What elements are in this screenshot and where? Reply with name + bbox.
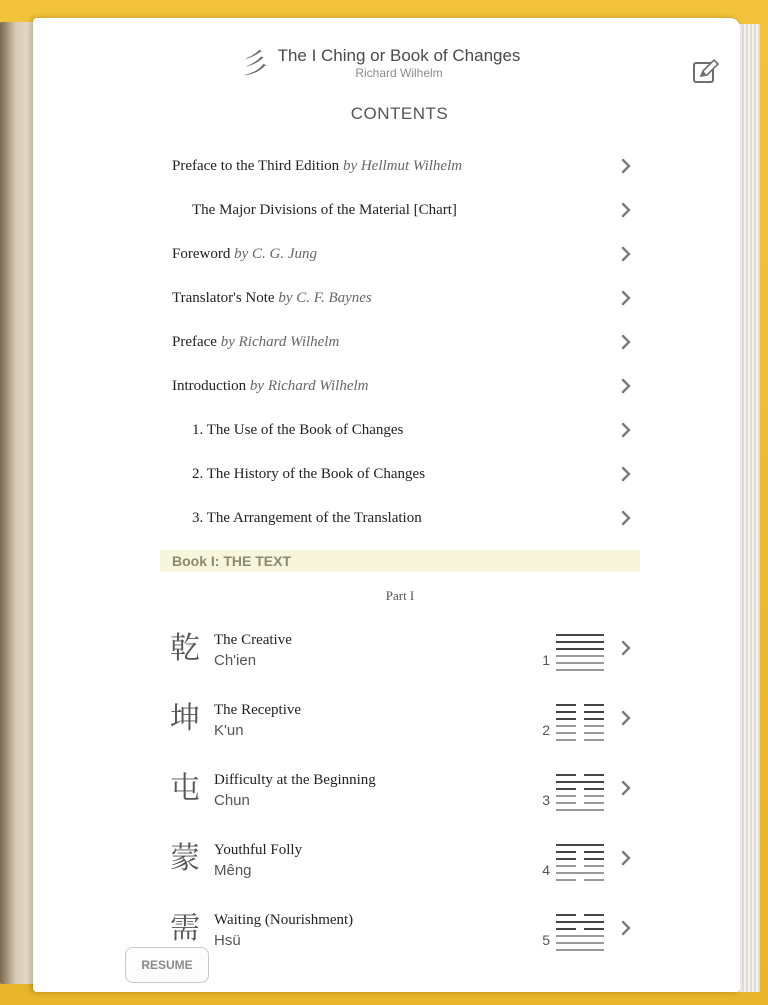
- toc-title: The Major Divisions of the Material [Chart]: [192, 202, 457, 218]
- hexagram-character: 乾: [170, 631, 200, 666]
- hexagram-line: [556, 921, 604, 923]
- hexagram-line: [556, 774, 576, 776]
- hexagram-row[interactable]: [160, 685, 640, 755]
- toc-label: [172, 320, 339, 364]
- hexagram-line: [584, 865, 604, 867]
- hexagram-line: [556, 865, 576, 867]
- hexagram-line: [556, 739, 576, 741]
- compose-icon[interactable]: [693, 59, 719, 85]
- hexagram-romanization: Ch'ien: [214, 652, 257, 669]
- section-header: [160, 550, 640, 572]
- hexagram-name: Waiting (Nourishment): [214, 912, 354, 928]
- hexagram-line: [556, 802, 576, 804]
- contents-heading: CONTENTS: [350, 104, 449, 123]
- book-title: The I Ching or Book of Changes: [277, 46, 521, 65]
- hexagram-lines-icon: [556, 773, 604, 811]
- toc-label: [172, 276, 372, 320]
- chevron-right-icon: [620, 320, 632, 364]
- hexagram-line: [584, 704, 604, 706]
- hexagram-line: [584, 914, 604, 916]
- toc-title: 2. The History of the Book of Changes: [192, 466, 426, 482]
- toc-label: [172, 364, 369, 408]
- toc-title: Foreword: [172, 246, 231, 262]
- hexagram-line: [584, 711, 604, 713]
- hexagram-name: The Receptive: [214, 702, 302, 718]
- part-label: Part I: [385, 588, 415, 603]
- hexagram-line: [584, 851, 604, 853]
- hexagram-line: [584, 879, 604, 881]
- hexagram-row[interactable]: [160, 895, 640, 965]
- hexagram-line: [556, 795, 576, 797]
- hexagram-line: [584, 788, 604, 790]
- hexagram-line: [556, 949, 604, 951]
- hexagram-line: [556, 872, 604, 874]
- hexagram-lines-icon: [556, 633, 604, 671]
- toc-row[interactable]: [160, 232, 640, 276]
- toc-row[interactable]: [160, 452, 640, 496]
- hexagram-line: [556, 718, 576, 720]
- hexagram-line: [556, 942, 604, 944]
- chevron-right-icon: [620, 843, 632, 873]
- hexagram-lines-icon: [556, 843, 604, 881]
- hexagram-line: [556, 914, 576, 916]
- hexagram-line: [556, 662, 604, 664]
- toc-author: by Richard Wilhelm: [249, 378, 369, 394]
- toc-row[interactable]: [160, 188, 640, 232]
- hexagram-number: 2: [542, 722, 550, 738]
- hexagram-row[interactable]: [160, 615, 640, 685]
- hexagram-line: [556, 655, 604, 657]
- hexagram-line: [556, 704, 576, 706]
- hexagram-romanization: K'un: [214, 722, 244, 739]
- toc-label: [172, 232, 317, 276]
- toc-title: Preface: [172, 334, 217, 350]
- chevron-right-icon: [620, 703, 632, 733]
- hexagram-line: [556, 641, 604, 643]
- chevron-right-icon: [620, 773, 632, 803]
- chevron-right-icon: [620, 232, 632, 276]
- hexagram-line: [556, 935, 604, 937]
- toc-label: [172, 452, 425, 496]
- hexagram-romanization: Mêng: [214, 862, 252, 879]
- toc-row[interactable]: [160, 408, 640, 452]
- hexagram-lines-icon: [556, 913, 604, 951]
- hexagram-row[interactable]: [160, 825, 640, 895]
- chevron-right-icon: [620, 452, 632, 496]
- hexagram-line: [556, 669, 604, 671]
- hexagram-number: 3: [542, 792, 550, 808]
- hexagram-row[interactable]: [160, 755, 640, 825]
- toc-label: [172, 144, 462, 188]
- hexagram-line: [556, 844, 604, 846]
- chevron-right-icon: [620, 913, 632, 943]
- hexagram-romanization: Chun: [214, 792, 250, 809]
- hexagram-character: 屯: [170, 771, 200, 806]
- hexagram-line: [556, 809, 604, 811]
- hexagram-line: [584, 725, 604, 727]
- hexagram-line: [584, 795, 604, 797]
- chevron-right-icon: [620, 144, 632, 188]
- toc-title: Introduction: [172, 378, 247, 394]
- chevron-right-icon: [620, 408, 632, 452]
- hexagram-line: [556, 634, 604, 636]
- hexagram-line: [556, 788, 576, 790]
- hexagram-line: [556, 711, 576, 713]
- table-of-contents: [160, 144, 640, 540]
- hexagram-line: [556, 732, 576, 734]
- hexagram-name: Youthful Folly: [214, 842, 303, 858]
- chevron-right-icon: [620, 633, 632, 663]
- book-author: Richard Wilhelm: [355, 66, 443, 80]
- toc-row[interactable]: [160, 496, 640, 540]
- chevron-right-icon: [620, 364, 632, 408]
- hexagram-line: [556, 781, 604, 783]
- hexagram-line: [584, 718, 604, 720]
- hexagram-character: 坤: [170, 701, 200, 736]
- chevron-right-icon: [620, 496, 632, 540]
- section-title: Book I: THE TEXT: [172, 553, 291, 569]
- contents-page: [33, 18, 740, 992]
- hexagram-line: [556, 648, 604, 650]
- hexagram-line: [556, 928, 576, 930]
- toc-label: [172, 188, 457, 232]
- toc-author: by C. F. Baynes: [278, 290, 372, 306]
- toc-title: Translator's Note: [172, 290, 275, 306]
- hexagram-number: 4: [542, 862, 550, 878]
- hexagram-line: [584, 858, 604, 860]
- hexagram-name: The Creative: [214, 632, 292, 648]
- hexagram-line: [584, 802, 604, 804]
- toc-title: 1. The Use of the Book of Changes: [192, 422, 404, 438]
- hexagram-character: 需: [170, 911, 200, 946]
- chevron-right-icon: [620, 188, 632, 232]
- toc-author: by Richard Wilhelm: [220, 334, 340, 350]
- hexagram-line: [556, 725, 576, 727]
- toc-author: by C. G. Jung: [234, 246, 317, 262]
- toc-row[interactable]: [160, 276, 640, 320]
- hexagram-line: [556, 851, 576, 853]
- hexagram-line: [584, 739, 604, 741]
- hexagram-line: [584, 774, 604, 776]
- toc-row[interactable]: [160, 144, 640, 188]
- hexagram-line: [556, 879, 576, 881]
- toc-label: [172, 496, 422, 540]
- hexagram-line: [584, 928, 604, 930]
- toc-title: 3. The Arrangement of the Translation: [192, 510, 422, 526]
- hexagram-character: 蒙: [170, 841, 200, 876]
- toc-title: Preface to the Third Edition: [172, 158, 340, 174]
- toc-author: by Hellmut Wilhelm: [342, 158, 463, 174]
- resume-button[interactable]: RESUME: [125, 947, 209, 983]
- book-header: [33, 46, 740, 106]
- toc-row[interactable]: [160, 364, 640, 408]
- toc-label: [172, 408, 403, 452]
- hexagram-list: [160, 615, 640, 949]
- toc-row[interactable]: [160, 320, 640, 364]
- chevron-right-icon: [620, 276, 632, 320]
- book-logo-icon: 彡: [241, 47, 270, 80]
- hexagram-number: 1: [542, 652, 550, 668]
- hexagram-line: [556, 858, 576, 860]
- hexagram-name: Difficulty at the Beginning: [214, 772, 376, 788]
- hexagram-romanization: Hsü: [214, 932, 241, 949]
- hexagram-number: 5: [542, 932, 550, 948]
- hexagram-lines-icon: [556, 703, 604, 741]
- hexagram-line: [584, 732, 604, 734]
